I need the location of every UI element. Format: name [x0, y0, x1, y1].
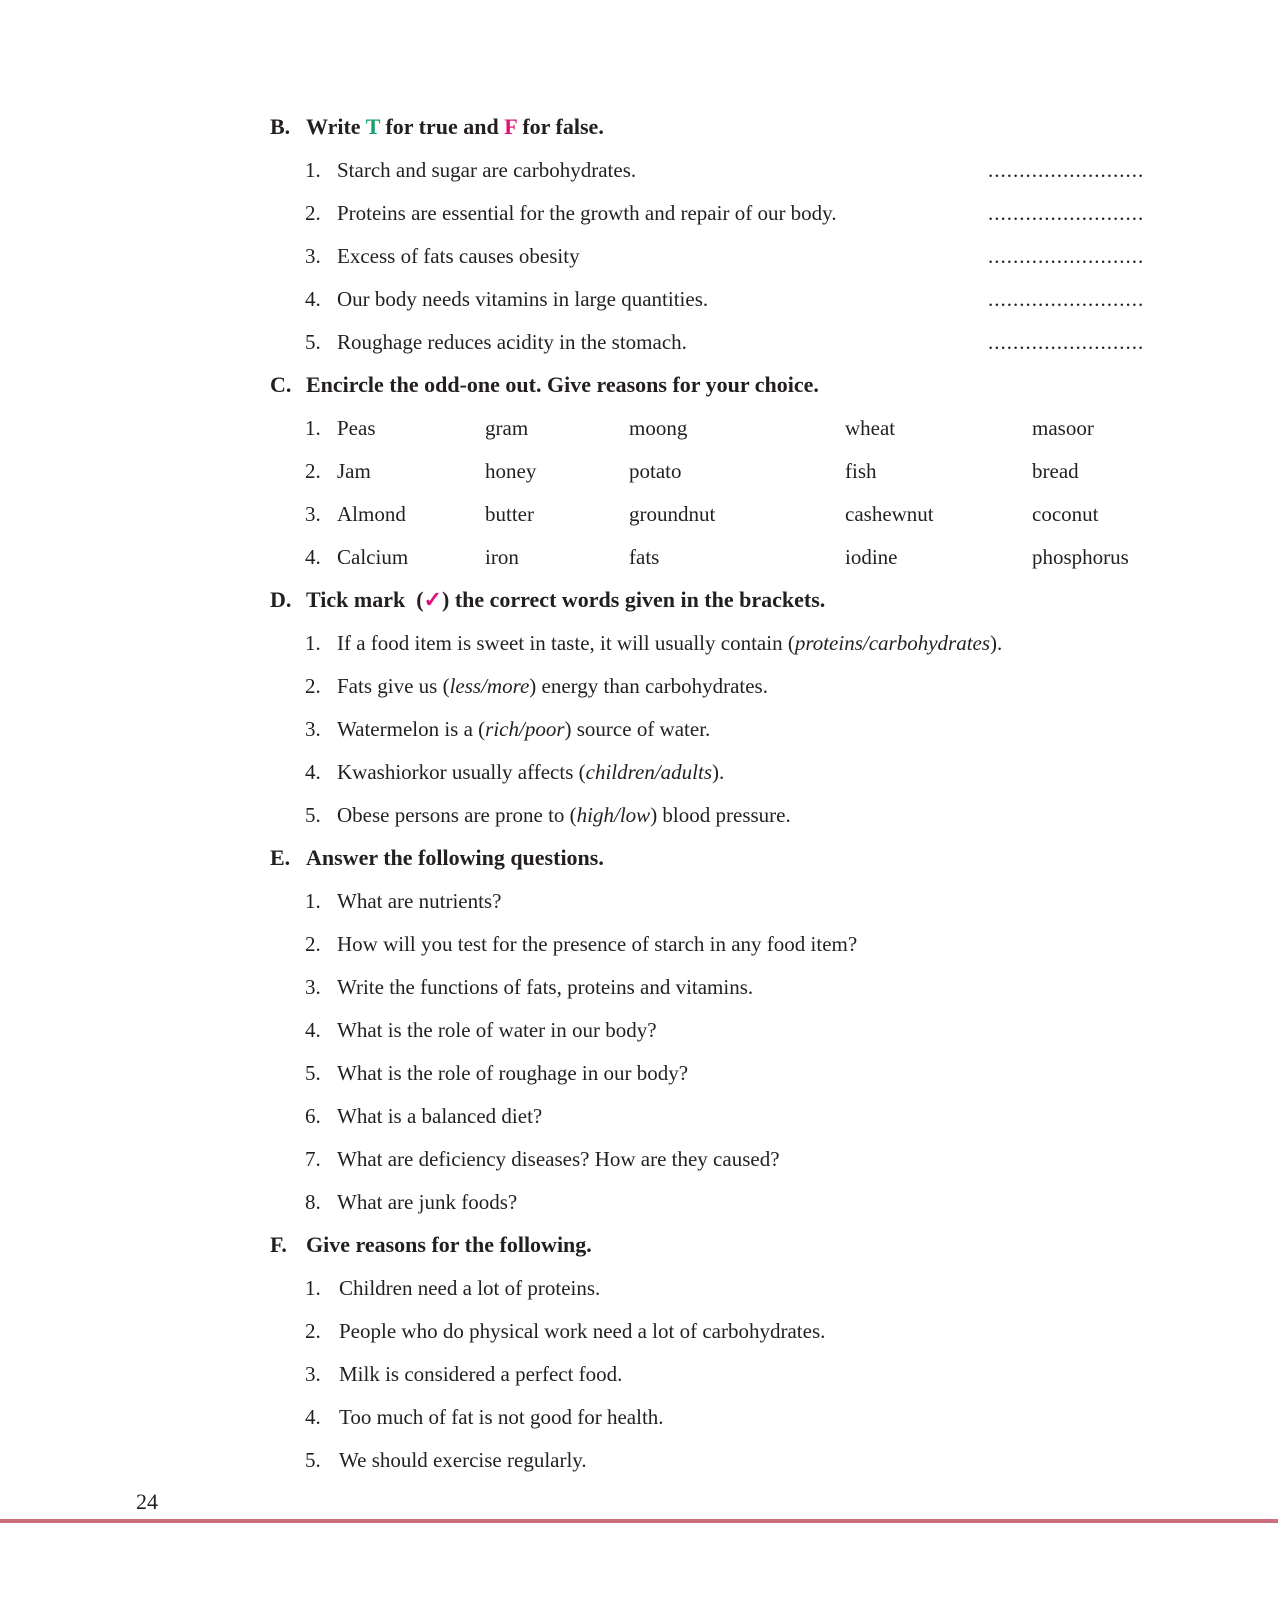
tf-item-5 — [305, 329, 687, 355]
tick-item-3 — [305, 716, 710, 742]
item-text: Children need a lot of proteins. — [339, 1276, 601, 1300]
item-number: 2. — [305, 674, 321, 698]
item-text: ) energy than carbohydrates. — [529, 674, 768, 698]
item-number: 2. — [305, 459, 321, 483]
item-number: 1. — [305, 631, 321, 655]
item-text: People who do physical work need a lot of carbohydrates. — [339, 1319, 826, 1343]
item-number: 5. — [305, 1061, 321, 1085]
odd-word[interactable]: masoor — [1032, 416, 1094, 440]
item-text: Proteins are essential for the growth and repair of our body. — [337, 201, 837, 225]
odd-word[interactable]: groundnut — [629, 502, 716, 526]
section-e-letter: E. — [270, 845, 291, 870]
section-d-letter: D. — [270, 587, 292, 612]
answer-blank-4[interactable]: ......................... — [988, 287, 1145, 311]
section-f-title: Give reasons for the following. — [306, 1232, 592, 1257]
odd-row-3-number — [305, 501, 337, 527]
item-text: Too much of fat is not good for health. — [339, 1405, 664, 1429]
odd-word[interactable]: fats — [629, 545, 660, 569]
section-c-heading — [270, 372, 819, 398]
section-d-title-pre: Tick mark — [306, 587, 406, 612]
item-number: 7. — [305, 1147, 321, 1171]
question-1 — [305, 888, 501, 914]
item-number: 3. — [305, 975, 321, 999]
page-number: 24 — [136, 1489, 158, 1514]
item-number: 1. — [305, 416, 321, 440]
item-text: Milk is considered a perfect food. — [339, 1362, 623, 1386]
odd-row-1-number — [305, 415, 337, 441]
reason-item-1 — [305, 1275, 600, 1301]
item-number: 3. — [305, 502, 321, 526]
item-text: Watermelon is a ( — [337, 717, 486, 741]
question-5 — [305, 1060, 688, 1086]
item-text: Roughage reduces acidity in the stomach. — [337, 330, 687, 354]
odd-word[interactable]: Peas — [337, 416, 376, 440]
item-text: Excess of fats causes obesity — [337, 244, 580, 268]
section-f-heading — [270, 1232, 592, 1258]
tf-item-3 — [305, 243, 580, 269]
item-text: What are deficiency diseases? How are they caused? — [337, 1147, 780, 1171]
true-letter-t: T — [365, 114, 380, 139]
item-number: 4. — [305, 760, 321, 784]
odd-word[interactable]: Almond — [337, 502, 406, 526]
answer-blank-1[interactable]: ......................... — [988, 158, 1145, 182]
item-number: 5. — [305, 1448, 321, 1472]
item-text: Fats give us ( — [337, 674, 450, 698]
bracket-options[interactable]: rich/poor — [485, 717, 565, 741]
section-f-letter: F. — [270, 1232, 287, 1257]
item-text: ) blood pressure. — [650, 803, 791, 827]
bracket-options[interactable]: less/more — [449, 674, 530, 698]
item-number: 3. — [305, 717, 321, 741]
tick-item-2 — [305, 673, 768, 699]
odd-word[interactable]: Jam — [337, 459, 371, 483]
odd-word[interactable]: fish — [845, 459, 877, 483]
odd-word[interactable]: moong — [629, 416, 688, 440]
tick-item-4 — [305, 759, 724, 785]
odd-row-2-number — [305, 458, 337, 484]
item-text: Kwashiorkor usually affects ( — [337, 760, 586, 784]
odd-word[interactable]: wheat — [845, 416, 896, 440]
question-4 — [305, 1017, 657, 1043]
item-number: 1. — [305, 158, 321, 182]
item-number: 8. — [305, 1190, 321, 1214]
section-d-title-close: ) — [441, 587, 450, 612]
question-3 — [305, 974, 753, 1000]
odd-word[interactable]: potato — [629, 459, 682, 483]
odd-word[interactable]: iodine — [845, 545, 898, 569]
section-d-title-open: ( — [416, 587, 424, 612]
section-e-heading — [270, 845, 604, 871]
item-number: 2. — [305, 932, 321, 956]
item-number: 4. — [305, 1405, 321, 1429]
question-7 — [305, 1146, 780, 1172]
item-text: What is a balanced diet? — [337, 1104, 543, 1128]
item-number: 2. — [305, 1319, 321, 1343]
odd-word[interactable]: cashewnut — [845, 502, 934, 526]
section-b-letter: B. — [270, 114, 291, 139]
item-text: ). — [712, 760, 725, 784]
section-b-heading — [270, 114, 604, 140]
item-number: 4. — [305, 1018, 321, 1042]
section-d-title-post: the correct words given in the brackets. — [454, 587, 826, 612]
reason-item-4 — [305, 1404, 664, 1430]
item-text: Starch and sugar are carbohydrates. — [337, 158, 637, 182]
reason-item-5 — [305, 1447, 587, 1473]
item-number: 2. — [305, 201, 321, 225]
section-c-letter: C. — [270, 372, 292, 397]
footer-rule — [0, 1519, 1278, 1523]
false-letter-f: F — [504, 114, 517, 139]
item-number: 5. — [305, 330, 321, 354]
section-b-title-pre: Write — [306, 114, 361, 139]
tick-item-1 — [305, 630, 1002, 656]
item-text: What is the role of water in our body? — [337, 1018, 657, 1042]
odd-word[interactable]: gram — [485, 416, 529, 440]
item-text: If a food item is sweet in taste, it will usually contain ( — [337, 631, 795, 655]
item-text: We should exercise regularly. — [339, 1448, 587, 1472]
item-text: ) source of water. — [564, 717, 711, 741]
bracket-options[interactable]: proteins/carbohydrates — [794, 631, 991, 655]
odd-row-4-number — [305, 544, 337, 570]
reason-item-3 — [305, 1361, 622, 1387]
section-c-title: Encircle the odd-one out. Give reasons for your choice. — [306, 372, 819, 397]
question-8 — [305, 1189, 517, 1215]
tf-item-4 — [305, 286, 708, 312]
tick-item-5 — [305, 802, 791, 828]
odd-word[interactable]: bread — [1032, 459, 1079, 483]
item-text: How will you test for the presence of starch in any food item? — [337, 932, 858, 956]
section-b-title-mid: for true and — [385, 114, 499, 139]
item-text: What are junk foods? — [337, 1190, 518, 1214]
answer-blank-3[interactable]: ......................... — [988, 244, 1145, 268]
item-text: What is the role of roughage in our body? — [337, 1061, 689, 1085]
item-number: 5. — [305, 803, 321, 827]
item-number: 3. — [305, 244, 321, 268]
item-text: What are nutrients? — [337, 889, 502, 913]
question-2 — [305, 931, 857, 957]
section-e-title: Answer the following questions. — [306, 845, 604, 870]
tick-mark-icon: ✓ — [423, 587, 442, 612]
answer-blank-2[interactable]: ......................... — [988, 201, 1145, 225]
item-text: Our body needs vitamins in large quantities. — [337, 287, 709, 311]
odd-word[interactable]: Calcium — [337, 545, 409, 569]
item-text: Obese persons are prone to ( — [337, 803, 577, 827]
answer-blank-5[interactable]: ......................... — [988, 330, 1145, 354]
item-number: 4. — [305, 545, 321, 569]
item-number: 4. — [305, 287, 321, 311]
item-text: Write the functions of fats, proteins and vitamins. — [337, 975, 754, 999]
section-d-heading — [270, 587, 825, 613]
item-number: 6. — [305, 1104, 321, 1128]
tf-item-1 — [305, 157, 636, 183]
odd-word[interactable]: coconut — [1032, 502, 1099, 526]
section-b-title-post: for false. — [522, 114, 604, 139]
item-number: 3. — [305, 1362, 321, 1386]
reason-item-2 — [305, 1318, 825, 1344]
item-number: 1. — [305, 1276, 321, 1300]
tf-item-2 — [305, 200, 837, 226]
odd-word[interactable]: butter — [485, 502, 534, 526]
bracket-options[interactable]: high/low — [576, 803, 651, 827]
question-6 — [305, 1103, 542, 1129]
item-text: ). — [990, 631, 1003, 655]
odd-word[interactable]: phosphorus — [1032, 545, 1129, 569]
item-number: 1. — [305, 889, 321, 913]
odd-word[interactable]: honey — [485, 459, 537, 483]
odd-word[interactable]: iron — [485, 545, 519, 569]
bracket-options[interactable]: children/adults — [585, 760, 713, 784]
